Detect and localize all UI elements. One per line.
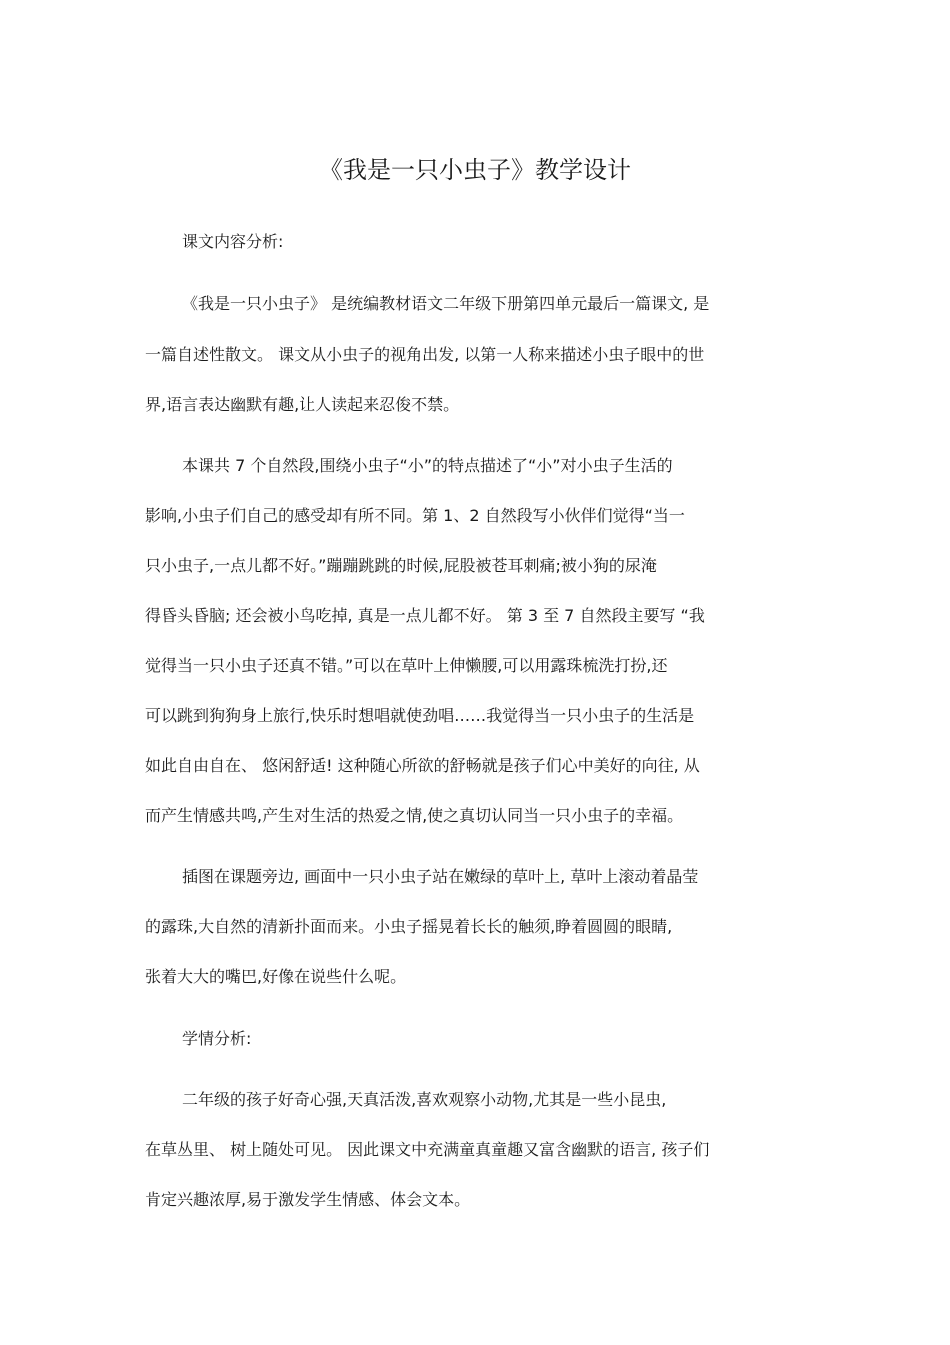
paragraph-line: 肯定兴趣浓厚,易于激发学生情感、体会文本。 (145, 1190, 471, 1209)
paragraph-line: 得昏头昏脑; 还会被小鸟吃掉, 真是一点儿都不好。 第 3 至 7 自然段主要写 “我 (145, 606, 705, 625)
heading-learning-analysis: 学情分析: (182, 1029, 252, 1048)
paragraph-line: 可以跳到狗狗身上旅行,快乐时想唱就使劲唱……我觉得当一只小虫子的生活是 (145, 706, 695, 725)
paragraph-line: 插图在课题旁边, 画面中一只小虫子站在嫩绿的草叶上, 草叶上滚动着晶莹 (182, 867, 699, 886)
paragraph-line: 而产生情感共鸣,产生对生活的热爱之情,使之真切认同当一只小虫子的幸福。 (145, 806, 684, 825)
paragraph-line: 影响,小虫子们自己的感受却有所不同。第 1、2 自然段写小伙伴们觉得“当一 (145, 506, 685, 525)
paragraph-line: 二年级的孩子好奇心强,天真活泼,喜欢观察小动物,尤其是一些小昆虫, (182, 1090, 667, 1109)
paragraph-line: 觉得当一只小虫子还真不错。”可以在草叶上伸懒腰,可以用露珠梳洗打扮,还 (145, 656, 668, 675)
paragraph-line: 张着大大的嘴巴,好像在说些什么呢。 (145, 967, 407, 986)
paragraph-line: 如此自由自在、 悠闲舒适! 这种随心所欲的舒畅就是孩子们心中美好的向往, 从 (145, 756, 700, 775)
heading-content-analysis: 课文内容分析: (182, 232, 284, 251)
paragraph-line: 一篇自述性散文。 课文从小虫子的视角出发, 以第一人称来描述小虫子眼中的世 (145, 345, 705, 364)
paragraph-line: 界,语言表达幽默有趣,让人读起来忍俊不禁。 (145, 395, 460, 414)
paragraph-line: 本课共 7 个自然段,围绕小虫子“小”的特点描述了“小”对小虫子生活的 (182, 456, 673, 475)
paragraph-line: 的露珠,大自然的清新扑面而来。小虫子摇晃着长长的触须,睁着圆圆的眼睛, (145, 917, 673, 936)
document-title: 《我是一只小虫子》教学设计 (319, 156, 631, 184)
paragraph-line: 《我是一只小虫子》 是统编教材语文二年级下册第四单元最后一篇课文, 是 (182, 294, 710, 313)
paragraph-line: 在草丛里、 树上随处可见。 因此课文中充满童真童趣又富含幽默的语言, 孩子们 (145, 1140, 710, 1159)
paragraph-line: 只小虫子,一点儿都不好。”蹦蹦跳跳的时候,屁股被苍耳刺痛;被小狗的尿淹 (145, 556, 657, 575)
